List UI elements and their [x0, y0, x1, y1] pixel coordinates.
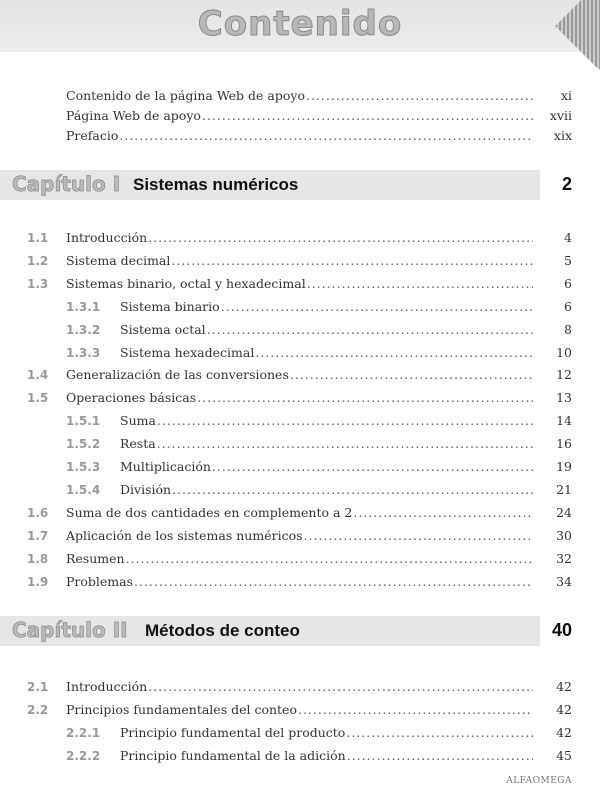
entry-label-line [120, 343, 533, 363]
chapter-label: Capítulo II [12, 618, 128, 642]
dot-leader [307, 274, 533, 294]
page-number: 30 [556, 527, 572, 543]
toc-entry [0, 274, 600, 294]
entry-title: Principios fundamentales del conteo [66, 700, 298, 720]
page-number: 21 [556, 481, 572, 497]
toc-entry [0, 320, 600, 340]
dot-leader [212, 457, 533, 477]
entry-title: Operaciones básicas [66, 388, 197, 408]
entry-title: Problemas [66, 572, 134, 592]
dot-leader [346, 723, 533, 743]
dot-leader [119, 126, 533, 146]
section-number: 1.5.4 [66, 482, 101, 497]
page-number: 5 [564, 252, 572, 268]
entry-title: División [120, 480, 172, 500]
entry-title: Suma de dos cantidades en complemento a 2 [66, 503, 353, 523]
section-number: 1.5.1 [66, 414, 101, 429]
section-number: 1.8 [27, 551, 49, 566]
entry-label-line [66, 274, 533, 294]
dot-leader [290, 365, 533, 385]
entry-label-line [66, 86, 533, 106]
entry-label-line [66, 572, 533, 592]
dot-leader [353, 503, 533, 523]
toc-entry [0, 503, 600, 523]
dot-leader [255, 343, 533, 363]
entry-title: Multiplicación [120, 457, 212, 477]
entry-label-line [66, 126, 533, 146]
entry-label-line [120, 746, 533, 766]
entry-label-line [120, 480, 533, 500]
section-number: 1.3.1 [66, 299, 101, 314]
entry-label-line [66, 526, 533, 546]
entry-label-line [66, 677, 533, 697]
entry-label-line [120, 297, 533, 317]
entry-title: Resta [120, 434, 157, 454]
entry-title: Prefacio [66, 126, 119, 146]
page-number: 32 [556, 550, 572, 566]
dot-leader [306, 86, 533, 106]
toc-entry [0, 343, 600, 363]
page-number: 14 [556, 413, 572, 429]
entry-label-line [66, 503, 533, 523]
chapter-title: Sistemas numéricos [133, 175, 299, 194]
toc-entry [0, 480, 600, 500]
dot-leader [126, 549, 533, 569]
toc-entry [0, 86, 600, 106]
section-number: 1.4 [27, 368, 49, 383]
dot-leader [298, 700, 533, 720]
entry-title: Resumen [66, 549, 126, 569]
page-number: 42 [556, 701, 572, 717]
dot-leader [202, 106, 533, 126]
section-number: 1.6 [27, 505, 49, 520]
entry-label-line [120, 320, 533, 340]
entry-label-line [120, 434, 533, 454]
page-number: 4 [564, 230, 572, 245]
toc-entry [0, 677, 600, 697]
entry-label-line [120, 457, 533, 477]
toc-entry [0, 106, 600, 126]
entry-title: Introducción [66, 677, 148, 697]
entry-title: Suma [120, 411, 157, 431]
section-number: 1.5.2 [66, 437, 101, 452]
entry-title: Sistema decimal [66, 251, 171, 271]
page-number: 45 [556, 747, 572, 763]
section-number: 1.5.3 [66, 460, 101, 474]
chapter-page: 2 [561, 174, 572, 194]
section-number: 1.3 [27, 276, 49, 291]
dot-leader [157, 434, 533, 454]
toc-entry [0, 457, 600, 477]
page-title: Contenido [197, 4, 403, 44]
section-number: 2.1 [27, 680, 49, 694]
section-number: 1.3.3 [66, 345, 101, 360]
toc-entry [0, 297, 600, 317]
publisher-footer: ALFAOMEGA [506, 776, 572, 786]
toc-entry [0, 723, 600, 743]
entry-title: Sistemas binario, octal y hexadecimal [66, 274, 307, 294]
entry-label-line [66, 251, 533, 271]
entry-label-line [66, 549, 533, 569]
dot-leader [157, 411, 533, 431]
page-number: 10 [556, 344, 572, 360]
toc-entry [0, 411, 600, 431]
chapter-title: Métodos de conteo [145, 621, 300, 640]
entry-label-line [120, 723, 533, 743]
page-number: xvii [549, 108, 572, 123]
section-number: 2.2.2 [66, 748, 101, 763]
entry-label-line [66, 365, 533, 385]
entry-label-line [66, 388, 533, 408]
dot-leader [197, 388, 533, 408]
dot-leader [221, 297, 533, 317]
toc-entry [0, 434, 600, 454]
page-number: 6 [564, 298, 572, 314]
dot-leader [347, 746, 533, 766]
page-number: 6 [564, 275, 572, 291]
toc-entry [0, 365, 600, 385]
toc-entry [0, 700, 600, 720]
entry-title: Página Web de apoyo [66, 106, 202, 126]
entry-title: Principio fundamental de la adición [120, 746, 347, 766]
chapter-page: 40 [551, 620, 572, 640]
page-number: 8 [564, 321, 572, 337]
page-number: xix [553, 128, 572, 143]
dot-leader [304, 526, 533, 546]
entry-title: Sistema binario [120, 297, 221, 317]
section-number: 1.5 [27, 391, 49, 406]
toc-entry [0, 746, 600, 766]
toc-entry [0, 549, 600, 569]
toc-entry [0, 572, 600, 592]
page-number: 12 [556, 367, 572, 383]
section-number: 2.2 [27, 702, 49, 717]
dot-leader [171, 251, 533, 271]
page-number: 34 [556, 573, 572, 589]
toc-entry [0, 526, 600, 546]
page-number: xi [560, 88, 572, 103]
dot-leader [207, 320, 533, 340]
section-number: 2.2.1 [66, 725, 101, 740]
dot-leader [172, 480, 533, 500]
dot-leader [134, 572, 533, 592]
entry-label-line [66, 106, 533, 126]
page-number: 42 [556, 679, 572, 694]
page-number: 16 [556, 436, 572, 452]
page-number: 13 [556, 390, 572, 406]
entry-title: Contenido de la página Web de apoyo [66, 86, 306, 106]
section-number: 1.2 [27, 253, 49, 268]
entry-title: Aplicación de los sistemas numéricos [66, 526, 304, 546]
page-number: 42 [556, 724, 572, 740]
chapter-banner [0, 616, 540, 646]
section-number: 1.3.2 [66, 322, 101, 337]
entry-label-line [120, 411, 533, 431]
toc-entry [0, 251, 600, 271]
entry-title: Sistema hexadecimal [120, 343, 255, 363]
page-number: 19 [556, 459, 572, 474]
entry-label-line [66, 700, 533, 720]
entry-title: Generalización de las conversiones [66, 365, 290, 385]
toc-entry [0, 126, 600, 146]
dot-leader [148, 228, 533, 248]
chapter-label: Capítulo I [12, 172, 121, 196]
entry-label-line [66, 228, 533, 248]
entry-title: Principio fundamental del producto [120, 723, 346, 743]
entry-title: Sistema octal [120, 320, 207, 340]
section-number: 1.7 [27, 528, 49, 543]
section-number: 1.1 [27, 231, 49, 245]
section-number: 1.9 [27, 574, 49, 589]
toc-entry [0, 388, 600, 408]
chapter-banner [0, 170, 540, 200]
page-number: 24 [556, 504, 572, 520]
entry-title: Introducción [66, 228, 148, 248]
toc-entry [0, 228, 600, 248]
title-banner [0, 0, 600, 52]
dot-leader [148, 677, 533, 697]
